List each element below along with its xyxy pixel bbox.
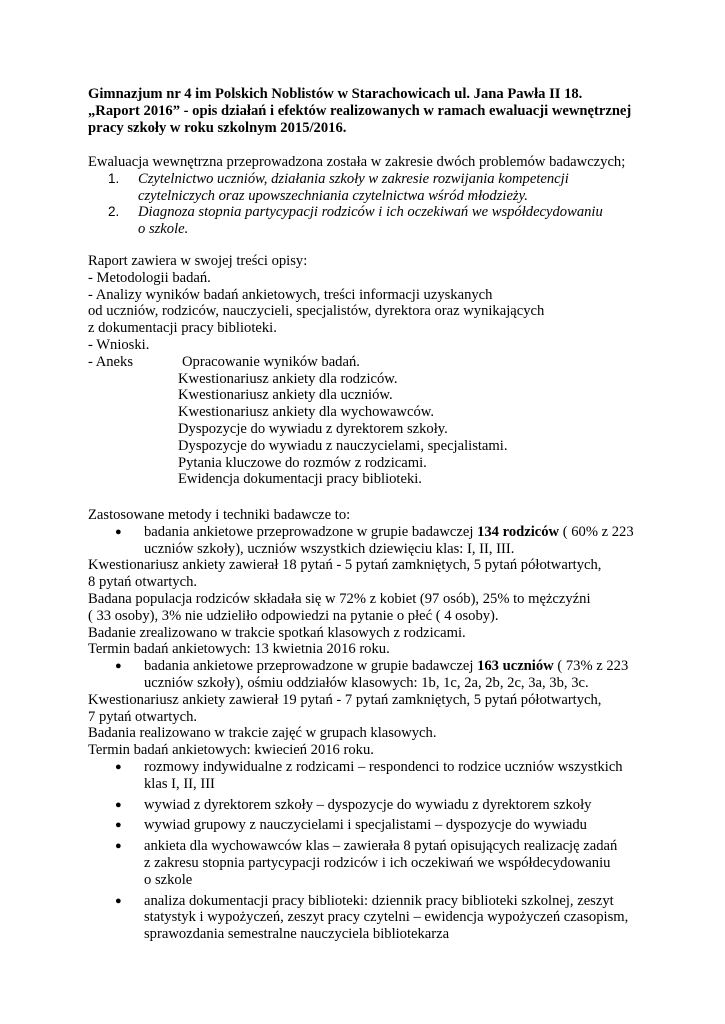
bullet-text: ankieta dla wychowawców klas – zawierała 8 pytań opisujących realizację zadań z zakresu stopnia partycypacji rodziców i ich oczekiwań we współdecydowaniu o szkole	[144, 838, 618, 888]
annex-item: Kwestionariusz ankiety dla uczniów.	[178, 387, 393, 404]
report-contents	[88, 253, 688, 488]
annex-list	[178, 354, 507, 488]
bullet-icon: ●	[115, 660, 122, 673]
annex	[88, 354, 688, 488]
document-header	[88, 86, 688, 136]
paragraph-line: Badana populacja rodziców składała się w 72% z kobiet (97 osób), 25% to mężczyźni	[88, 590, 591, 607]
parents-count: 134 rodziców	[477, 523, 560, 540]
report-item: z dokumentacji pracy biblioteki.	[88, 320, 277, 337]
intro-text: Ewaluacja wewnętrzna przeprowadzona została w zakresie dwóch problemów badawczych;	[88, 154, 626, 170]
bullet-item	[88, 797, 688, 814]
paragraph-line: Termin badań ankietowych: kwiecień 2016 roku.	[88, 742, 374, 759]
bullet-text: badania ankietowe przeprowadzone w grupie badawczej 163 uczniów ( 73% z 223 uczniów szkoły), ośmiu oddziałów klasowych: 1b, 1c, 2a, 2b, 2c, 3a, 3b, 3c.	[144, 658, 629, 691]
bullet-icon: ●	[115, 840, 122, 853]
paragraph-line: Kwestionariusz ankiety zawierał 19 pytań - 7 pytań zamkniętych, 5 pytań półotwartych,	[88, 691, 602, 708]
annex-label: - Aneks	[88, 353, 133, 370]
problem-number: 1.	[108, 170, 120, 186]
bullet-item	[88, 759, 688, 793]
header-school: Gimnazjum nr 4 im Polskich Noblistów w Starachowicach ul. Jana Pawła II 18.	[88, 86, 583, 102]
problem-text: Czytelnictwo uczniów, działania szkoły w zakresie rozwijania kompetencji czytelniczych oraz upowszechniania czytelnictwa wśród młodzieży.	[138, 170, 569, 204]
annex-item: Opracowanie wyników badań.	[182, 353, 360, 370]
bullet-icon: ●	[115, 819, 122, 832]
annex-item: Ewidencja dokumentacji pracy biblioteki.	[178, 471, 422, 488]
problem-text: Diagnoza stopnia partycypacji rodziców i ich oczekiwań we współdecydowaniu o szkole.	[138, 204, 603, 238]
paragraph-line: ( 33 osoby), 3% nie udzieliło odpowiedzi na pytanie o płeć ( 4 osoby).	[88, 607, 499, 624]
paragraph-line: 7 pytań otwartych.	[88, 708, 198, 725]
bullet-item	[88, 658, 688, 692]
bullet-icon: ●	[115, 525, 122, 538]
paragraph-line: Badanie zrealizowano w trakcie spotkań klasowych z rodzicami.	[88, 624, 466, 641]
bullet-text: rozmowy indywidualne z rodzicami – respondenci to rodzice uczniów wszystkich klas I, II, III	[144, 758, 623, 792]
bullet-item	[88, 838, 688, 888]
bullet-icon: ●	[115, 894, 122, 907]
header-school-year: pracy szkoły w roku szkolnym 2015/2016.	[88, 119, 347, 136]
paragraph-line: Termin badań ankietowych: 13 kwietnia 2016 roku.	[88, 641, 390, 658]
students-count: 163 uczniów	[477, 658, 554, 675]
bullet-text: analiza dokumentacji pracy biblioteki: dziennik pracy biblioteki szkolnej, zeszyt statystyk i wypożyczeń, zeszyt pracy czytelni – ewidencja wypożyczeń czasopism, sprawozdania semestralne nauczyciela bibliotekarza	[144, 892, 629, 943]
bullet-icon: ●	[115, 760, 122, 773]
paragraph-line: 8 pytań otwartych.	[88, 574, 198, 591]
annex-item: Pytania kluczowe do rozmów z rodzicami.	[178, 454, 427, 471]
problem-number: 2.	[108, 204, 120, 220]
bullet-item	[88, 817, 688, 834]
bullet-item	[88, 524, 688, 558]
annex-item: Kwestionariusz ankiety dla wychowawców.	[178, 404, 434, 421]
bullet-text: badania ankietowe przeprowadzone w grupie badawczej 134 rodziców ( 60% z 223 uczniów szkoły), uczniów wszystkich dziewięciu klas: I, II, III.	[144, 523, 634, 557]
bullet-text: wywiad grupowy z nauczycielami i specjalistami – dyspozycje do wywiadu	[144, 817, 587, 834]
paragraph-line: Badania realizowano w trakcie zajęć w grupach klasowych.	[88, 725, 437, 742]
report-item: od uczniów, rodziców, nauczycieli, specjalistów, dyrektora oraz wynikających	[88, 303, 545, 320]
methods-section	[88, 507, 688, 943]
header-report-title: „Raport 2016” - opis działań i efektów realizowanych w ramach ewaluacji wewnętrznej	[88, 102, 632, 119]
bullet-icon: ●	[115, 798, 122, 811]
bullet-text: wywiad z dyrektorem szkoły – dyspozycje do wywiadu z dyrektorem szkoły	[144, 796, 592, 813]
report-intro: Raport zawiera w swojej treści opisy:	[88, 253, 308, 269]
report-item: - Analizy wyników badań ankietowych, treści informacji uzyskanych	[88, 286, 493, 303]
bullet-item	[88, 893, 688, 943]
annex-item: Dyspozycje do wywiadu z nauczycielami, specjalistami.	[178, 437, 508, 454]
paragraph-line: Kwestionariusz ankiety zawierał 18 pytań - 5 pytań zamkniętych, 5 pytań półotwartych,	[88, 557, 602, 574]
methods-title: Zastosowane metody i techniki badawcze to:	[88, 507, 351, 523]
problem-item	[88, 204, 688, 238]
report-item: - Metodologii badań.	[88, 269, 211, 286]
intro-section	[88, 154, 688, 238]
problem-item	[88, 171, 688, 205]
annex-item: Dyspozycje do wywiadu z dyrektorem szkoły.	[178, 420, 448, 437]
annex-item: Kwestionariusz ankiety dla rodziców.	[178, 370, 398, 387]
report-item: - Wnioski.	[88, 336, 150, 353]
